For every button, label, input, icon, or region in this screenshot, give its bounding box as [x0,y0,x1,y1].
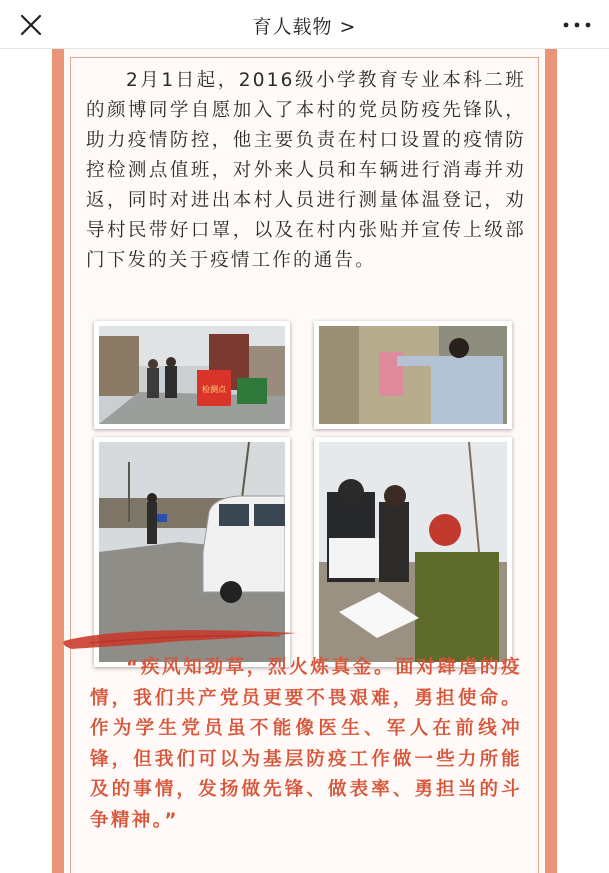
photo-checkpoint [94,321,290,429]
decorative-border-right [545,49,557,873]
article-paragraph: 2月1日起，2016级小学教育专业本科二班的颜博同学自愿加入了本村的党员防疫先锋队，助力疫情防控，他主要负责在村口设置的疫情防控检测点值班，对外来人员和车辆进行消毒并劝返，同时对进出本村人员进行测量体温登记，劝导村民带好口罩，以及在村内张贴并宣传上级部门下发的关于疫情工作的通告。 [86,70,526,271]
top-nav-bar [0,0,609,49]
article-content [0,49,609,873]
notice-photo-image [319,326,507,424]
checkpoint-sign-text: 检测点 [202,385,226,394]
photo-registration [314,437,512,667]
account-title-link[interactable]: 育人载物 > [252,16,357,38]
quote-paragraph: “疾风知劲草，烈火炼真金。面对肆虐的疫情，我们共产党员更要不畏艰难，勇担使命。作为学生党员虽不能像医生、军人在前线冲锋，但我们可以为基层防疫工作做一些力所能及的事情，发扬做先锋、做表率、勇担当的斗争精神。” [90,657,522,831]
decorative-border-left [52,49,64,873]
more-icon[interactable] [563,22,591,28]
brush-stroke-divider [60,623,300,655]
registration-photo-image [319,442,507,662]
photo-posting-notice [314,321,512,429]
checkpoint-photo-image [99,326,285,424]
